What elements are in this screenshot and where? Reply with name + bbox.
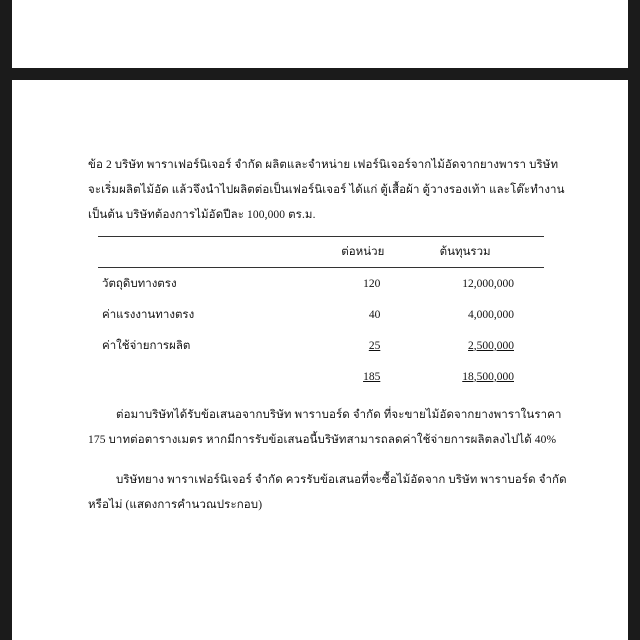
previous-page bbox=[12, 0, 628, 68]
row-per-unit: 40 bbox=[368, 308, 381, 321]
header-item bbox=[98, 237, 291, 268]
row-item: ค่าใช้จ่ายการผลิต bbox=[102, 339, 191, 352]
sum-per-unit: 185 bbox=[363, 370, 381, 383]
table-row bbox=[98, 330, 544, 361]
table-header-row bbox=[98, 237, 544, 268]
row-total: 12,000,000 bbox=[462, 277, 514, 290]
document-page bbox=[12, 80, 628, 640]
sum-total: 18,500,000 bbox=[462, 370, 514, 383]
row-per-unit: 120 bbox=[363, 277, 381, 290]
question-intro: ข้อ 2 บริษัท พาราเฟอร์นิเจอร์ จำกัด ผลิตและจำหน่าย เฟอร์นิเจอร์จากไม้อัดจากยางพารา บริษัทจะเริ่มผลิตไม้อัด แล้วจึงนำไปผลิตต่อเป็นเฟอร์นิเจอร์ ได้แก่ ตู้เสื้อผ้า ตู้วางรองเท้า และโต๊ะทำงาน เป็นต้น บริษัทต้องการไม้อัดปีละ 100,000 ตร.ม. bbox=[88, 159, 565, 221]
table-sum-row bbox=[98, 361, 544, 392]
question-ask: บริษัทยาง พาราเฟอร์นิเจอร์ จำกัด ควรรับข้อเสนอที่จะซื้อไม้อัดจาก บริษัท พาราบอร์ด จำกัด หรือไม่ (แสดงการคำนวณประกอบ) bbox=[88, 474, 567, 511]
cost-table bbox=[98, 236, 544, 392]
header-per-unit: ต่อหน่วย bbox=[291, 237, 386, 268]
row-per-unit: 25 bbox=[368, 339, 381, 352]
row-total: 4,000,000 bbox=[468, 308, 514, 321]
row-total: 2,500,000 bbox=[468, 339, 514, 352]
row-item: วัตถุดิบทางตรง bbox=[102, 277, 177, 290]
sum-item bbox=[98, 361, 291, 392]
question-offer: ต่อมาบริษัทได้รับข้อเสนอจากบริษัท พาราบอร์ด จำกัด ที่จะขายไม้อัดจากยางพาราในราคา 175 บาทต่อตารางเมตร หากมีการรับข้อเสนอนี้บริษัทสามารถลดค่าใช้จ่ายการผลิตลงไปได้ 40% bbox=[88, 409, 562, 446]
table-row bbox=[98, 268, 544, 300]
header-total: ต้นทุนรวม bbox=[386, 237, 544, 268]
row-item: ค่าแรงงานทางตรง bbox=[102, 308, 195, 321]
table-row bbox=[98, 299, 544, 330]
